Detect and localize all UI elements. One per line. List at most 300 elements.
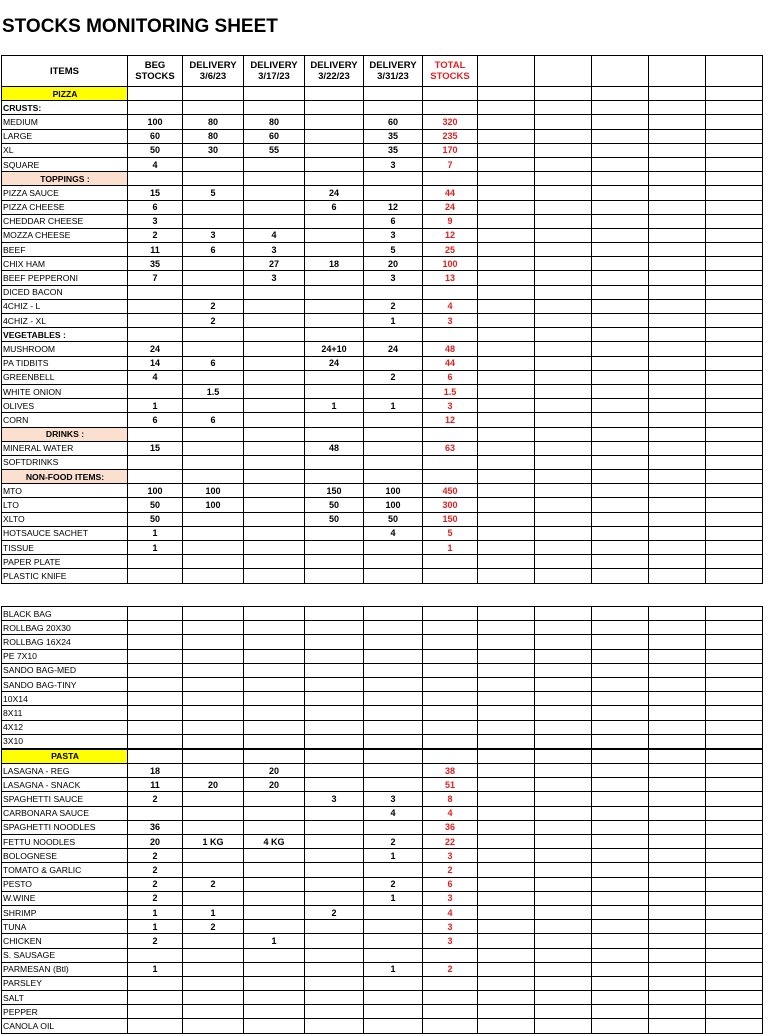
quantity-cell[interactable]: 27 <box>244 257 305 271</box>
empty-cell[interactable] <box>592 692 649 706</box>
empty-cell[interactable] <box>535 863 592 877</box>
empty-cell[interactable] <box>649 934 706 948</box>
quantity-cell[interactable] <box>364 101 423 115</box>
empty-cell[interactable] <box>592 314 649 328</box>
empty-cell[interactable] <box>592 200 649 214</box>
empty-cell[interactable] <box>535 399 592 413</box>
quantity-cell[interactable] <box>364 764 423 778</box>
total-stocks-cell[interactable]: 36 <box>423 820 478 834</box>
empty-cell[interactable] <box>592 455 649 469</box>
empty-cell[interactable] <box>649 720 706 734</box>
total-stocks-cell[interactable] <box>423 649 478 663</box>
empty-cell[interactable] <box>706 257 763 271</box>
quantity-cell[interactable]: 2 <box>305 905 364 919</box>
quantity-cell[interactable]: 4 <box>244 228 305 242</box>
item-name-cell[interactable]: LTO <box>2 498 128 512</box>
total-stocks-cell[interactable]: 3 <box>423 399 478 413</box>
empty-cell[interactable] <box>649 441 706 455</box>
empty-cell[interactable] <box>535 342 592 356</box>
empty-cell[interactable] <box>649 663 706 677</box>
quantity-cell[interactable]: 2 <box>364 835 423 849</box>
quantity-cell[interactable] <box>128 455 183 469</box>
empty-cell[interactable] <box>478 720 535 734</box>
item-name-cell[interactable]: SOFTDRINKS <box>2 455 128 469</box>
empty-cell[interactable] <box>706 427 763 441</box>
empty-cell[interactable] <box>649 649 706 663</box>
empty-cell[interactable] <box>592 962 649 976</box>
empty-cell[interactable] <box>706 635 763 649</box>
quantity-cell[interactable] <box>183 749 244 764</box>
empty-cell[interactable] <box>649 512 706 526</box>
empty-cell[interactable] <box>592 607 649 621</box>
empty-cell[interactable] <box>478 129 535 143</box>
quantity-cell[interactable] <box>305 934 364 948</box>
quantity-cell[interactable]: 6 <box>305 200 364 214</box>
item-name-cell[interactable]: BEEF PEPPERONI <box>2 271 128 285</box>
quantity-cell[interactable] <box>183 663 244 677</box>
quantity-cell[interactable] <box>305 101 364 115</box>
empty-cell[interactable] <box>535 243 592 257</box>
empty-cell[interactable] <box>535 905 592 919</box>
empty-cell[interactable] <box>535 370 592 384</box>
quantity-cell[interactable]: 20 <box>128 835 183 849</box>
quantity-cell[interactable] <box>183 470 244 484</box>
quantity-cell[interactable] <box>364 1019 423 1033</box>
empty-cell[interactable] <box>535 835 592 849</box>
quantity-cell[interactable] <box>244 849 305 863</box>
empty-cell[interactable] <box>478 734 535 749</box>
empty-cell[interactable] <box>649 186 706 200</box>
quantity-cell[interactable] <box>183 257 244 271</box>
empty-cell[interactable] <box>592 663 649 677</box>
empty-cell[interactable] <box>478 1019 535 1033</box>
item-name-cell[interactable]: CHEDDAR CHEESE <box>2 214 128 228</box>
quantity-cell[interactable]: 2 <box>183 920 244 934</box>
total-stocks-cell[interactable]: 12 <box>423 228 478 242</box>
item-name-cell[interactable]: 4X12 <box>2 720 128 734</box>
quantity-cell[interactable] <box>183 1005 244 1019</box>
empty-cell[interactable] <box>592 87 649 101</box>
quantity-cell[interactable]: 100 <box>364 498 423 512</box>
empty-cell[interactable] <box>478 455 535 469</box>
quantity-cell[interactable] <box>305 877 364 891</box>
empty-cell[interactable] <box>478 692 535 706</box>
quantity-cell[interactable] <box>244 427 305 441</box>
quantity-cell[interactable] <box>244 749 305 764</box>
item-name-cell[interactable]: HOTSAUCE SACHET <box>2 526 128 540</box>
quantity-cell[interactable] <box>128 427 183 441</box>
quantity-cell[interactable] <box>305 299 364 313</box>
quantity-cell[interactable] <box>305 1005 364 1019</box>
empty-cell[interactable] <box>649 143 706 157</box>
total-stocks-cell[interactable]: 450 <box>423 484 478 498</box>
empty-cell[interactable] <box>649 214 706 228</box>
quantity-cell[interactable] <box>128 87 183 101</box>
empty-cell[interactable] <box>649 356 706 370</box>
empty-cell[interactable] <box>535 129 592 143</box>
empty-cell[interactable] <box>706 484 763 498</box>
quantity-cell[interactable] <box>244 370 305 384</box>
empty-cell[interactable] <box>535 1005 592 1019</box>
quantity-cell[interactable]: 11 <box>128 778 183 792</box>
empty-cell[interactable] <box>592 370 649 384</box>
empty-cell[interactable] <box>478 427 535 441</box>
quantity-cell[interactable]: 55 <box>244 143 305 157</box>
quantity-cell[interactable] <box>244 877 305 891</box>
empty-cell[interactable] <box>592 228 649 242</box>
empty-cell[interactable] <box>535 934 592 948</box>
quantity-cell[interactable] <box>128 649 183 663</box>
quantity-cell[interactable]: 20 <box>244 764 305 778</box>
empty-cell[interactable] <box>706 342 763 356</box>
quantity-cell[interactable] <box>305 285 364 299</box>
empty-cell[interactable] <box>478 607 535 621</box>
quantity-cell[interactable] <box>183 934 244 948</box>
quantity-cell[interactable] <box>364 621 423 635</box>
quantity-cell[interactable] <box>305 1019 364 1033</box>
empty-cell[interactable] <box>535 526 592 540</box>
quantity-cell[interactable]: 1 <box>128 526 183 540</box>
empty-cell[interactable] <box>592 806 649 820</box>
empty-cell[interactable] <box>592 677 649 691</box>
quantity-cell[interactable]: 4 KG <box>244 835 305 849</box>
quantity-cell[interactable]: 6 <box>364 214 423 228</box>
quantity-cell[interactable] <box>305 243 364 257</box>
quantity-cell[interactable] <box>128 101 183 115</box>
quantity-cell[interactable] <box>244 962 305 976</box>
empty-cell[interactable] <box>649 384 706 398</box>
quantity-cell[interactable]: 3 <box>183 228 244 242</box>
item-name-cell[interactable]: CRUSTS: <box>2 101 128 115</box>
total-stocks-cell[interactable] <box>423 455 478 469</box>
empty-cell[interactable] <box>706 200 763 214</box>
item-name-cell[interactable]: S. SAUSAGE <box>2 948 128 962</box>
empty-cell[interactable] <box>649 621 706 635</box>
quantity-cell[interactable] <box>244 692 305 706</box>
empty-cell[interactable] <box>706 455 763 469</box>
empty-cell[interactable] <box>706 621 763 635</box>
empty-cell[interactable] <box>706 370 763 384</box>
total-stocks-cell[interactable]: 320 <box>423 115 478 129</box>
quantity-cell[interactable] <box>128 314 183 328</box>
empty-cell[interactable] <box>478 891 535 905</box>
total-stocks-cell[interactable]: 6 <box>423 370 478 384</box>
total-stocks-cell[interactable] <box>423 328 478 342</box>
quantity-cell[interactable] <box>183 157 244 171</box>
quantity-cell[interactable] <box>305 214 364 228</box>
quantity-cell[interactable]: 1 <box>305 399 364 413</box>
empty-cell[interactable] <box>592 526 649 540</box>
empty-cell[interactable] <box>592 820 649 834</box>
quantity-cell[interactable] <box>244 484 305 498</box>
quantity-cell[interactable] <box>183 607 244 621</box>
quantity-cell[interactable]: 100 <box>128 115 183 129</box>
quantity-cell[interactable] <box>128 384 183 398</box>
empty-cell[interactable] <box>706 115 763 129</box>
empty-cell[interactable] <box>649 243 706 257</box>
total-stocks-cell[interactable] <box>423 1019 478 1033</box>
empty-cell[interactable] <box>649 370 706 384</box>
empty-cell[interactable] <box>592 214 649 228</box>
quantity-cell[interactable] <box>183 200 244 214</box>
quantity-cell[interactable] <box>128 299 183 313</box>
quantity-cell[interactable] <box>305 991 364 1005</box>
quantity-cell[interactable] <box>305 455 364 469</box>
empty-cell[interactable] <box>706 384 763 398</box>
empty-cell[interactable] <box>592 129 649 143</box>
empty-cell[interactable] <box>592 541 649 555</box>
quantity-cell[interactable] <box>244 677 305 691</box>
empty-cell[interactable] <box>535 720 592 734</box>
empty-cell[interactable] <box>706 271 763 285</box>
quantity-cell[interactable]: 24 <box>305 186 364 200</box>
total-stocks-cell[interactable]: 1.5 <box>423 384 478 398</box>
item-name-cell[interactable]: ROLLBAG 20X30 <box>2 621 128 635</box>
quantity-cell[interactable]: 1 <box>244 934 305 948</box>
empty-cell[interactable] <box>706 976 763 990</box>
empty-cell[interactable] <box>478 1005 535 1019</box>
quantity-cell[interactable] <box>364 285 423 299</box>
quantity-cell[interactable] <box>183 849 244 863</box>
total-stocks-cell[interactable] <box>423 569 478 583</box>
quantity-cell[interactable] <box>183 87 244 101</box>
empty-cell[interactable] <box>535 764 592 778</box>
item-name-cell[interactable]: LASAGNA - SNACK <box>2 778 128 792</box>
empty-cell[interactable] <box>592 778 649 792</box>
empty-cell[interactable] <box>592 427 649 441</box>
empty-cell[interactable] <box>478 115 535 129</box>
quantity-cell[interactable] <box>305 526 364 540</box>
empty-cell[interactable] <box>592 115 649 129</box>
quantity-cell[interactable]: 1 <box>364 849 423 863</box>
empty-cell[interactable] <box>535 607 592 621</box>
empty-cell[interactable] <box>706 285 763 299</box>
item-name-cell[interactable]: PIZZA CHEESE <box>2 200 128 214</box>
empty-cell[interactable] <box>535 877 592 891</box>
quantity-cell[interactable]: 3 <box>364 157 423 171</box>
quantity-cell[interactable]: 60 <box>364 115 423 129</box>
quantity-cell[interactable] <box>128 734 183 749</box>
quantity-cell[interactable] <box>305 835 364 849</box>
empty-cell[interactable] <box>592 484 649 498</box>
quantity-cell[interactable]: 2 <box>364 370 423 384</box>
empty-cell[interactable] <box>535 328 592 342</box>
quantity-cell[interactable]: 2 <box>128 863 183 877</box>
empty-cell[interactable] <box>706 441 763 455</box>
quantity-cell[interactable]: 1 <box>128 920 183 934</box>
quantity-cell[interactable] <box>244 285 305 299</box>
item-name-cell[interactable]: SHRIMP <box>2 905 128 919</box>
empty-cell[interactable] <box>649 101 706 115</box>
quantity-cell[interactable] <box>364 172 423 186</box>
empty-cell[interactable] <box>706 214 763 228</box>
empty-cell[interactable] <box>706 934 763 948</box>
quantity-cell[interactable] <box>305 692 364 706</box>
quantity-cell[interactable] <box>305 976 364 990</box>
quantity-cell[interactable] <box>183 441 244 455</box>
empty-cell[interactable] <box>706 720 763 734</box>
quantity-cell[interactable] <box>364 820 423 834</box>
empty-cell[interactable] <box>706 172 763 186</box>
quantity-cell[interactable] <box>305 962 364 976</box>
quantity-cell[interactable] <box>183 792 244 806</box>
empty-cell[interactable] <box>478 370 535 384</box>
quantity-cell[interactable] <box>183 948 244 962</box>
item-name-cell[interactable]: BEEF <box>2 243 128 257</box>
empty-cell[interactable] <box>478 555 535 569</box>
quantity-cell[interactable]: 50 <box>305 512 364 526</box>
quantity-cell[interactable]: 100 <box>183 498 244 512</box>
total-stocks-cell[interactable]: 48 <box>423 342 478 356</box>
empty-cell[interactable] <box>592 172 649 186</box>
quantity-cell[interactable] <box>244 200 305 214</box>
empty-cell[interactable] <box>478 243 535 257</box>
empty-cell[interactable] <box>478 849 535 863</box>
total-stocks-cell[interactable]: 6 <box>423 877 478 891</box>
quantity-cell[interactable] <box>364 541 423 555</box>
quantity-cell[interactable]: 36 <box>128 820 183 834</box>
empty-cell[interactable] <box>535 649 592 663</box>
item-name-cell[interactable]: WHITE ONION <box>2 384 128 398</box>
empty-cell[interactable] <box>478 749 535 764</box>
empty-cell[interactable] <box>592 948 649 962</box>
empty-cell[interactable] <box>706 677 763 691</box>
empty-cell[interactable] <box>535 555 592 569</box>
quantity-cell[interactable] <box>305 129 364 143</box>
empty-cell[interactable] <box>706 764 763 778</box>
quantity-cell[interactable] <box>305 115 364 129</box>
quantity-cell[interactable]: 50 <box>364 512 423 526</box>
item-name-cell[interactable]: 4CHIZ - L <box>2 299 128 313</box>
empty-cell[interactable] <box>649 271 706 285</box>
total-stocks-cell[interactable]: 300 <box>423 498 478 512</box>
quantity-cell[interactable] <box>183 764 244 778</box>
quantity-cell[interactable]: 6 <box>183 356 244 370</box>
total-stocks-cell[interactable] <box>423 991 478 1005</box>
quantity-cell[interactable]: 50 <box>128 498 183 512</box>
empty-cell[interactable] <box>535 285 592 299</box>
quantity-cell[interactable] <box>305 720 364 734</box>
item-name-cell[interactable]: MEDIUM <box>2 115 128 129</box>
empty-cell[interactable] <box>535 101 592 115</box>
empty-cell[interactable] <box>592 1019 649 1033</box>
empty-cell[interactable] <box>478 706 535 720</box>
quantity-cell[interactable] <box>244 663 305 677</box>
empty-cell[interactable] <box>649 228 706 242</box>
quantity-cell[interactable]: 80 <box>244 115 305 129</box>
empty-cell[interactable] <box>535 143 592 157</box>
quantity-cell[interactable] <box>128 172 183 186</box>
quantity-cell[interactable] <box>305 271 364 285</box>
quantity-cell[interactable]: 1 <box>128 962 183 976</box>
quantity-cell[interactable] <box>305 87 364 101</box>
empty-cell[interactable] <box>649 905 706 919</box>
empty-cell[interactable] <box>592 342 649 356</box>
empty-cell[interactable] <box>535 749 592 764</box>
quantity-cell[interactable]: 6 <box>128 200 183 214</box>
empty-cell[interactable] <box>649 607 706 621</box>
empty-cell[interactable] <box>478 835 535 849</box>
total-stocks-cell[interactable] <box>423 607 478 621</box>
empty-cell[interactable] <box>649 948 706 962</box>
empty-cell[interactable] <box>706 863 763 877</box>
quantity-cell[interactable]: 100 <box>183 484 244 498</box>
empty-cell[interactable] <box>592 413 649 427</box>
empty-cell[interactable] <box>478 186 535 200</box>
total-stocks-cell[interactable]: 3 <box>423 920 478 934</box>
quantity-cell[interactable] <box>305 555 364 569</box>
empty-cell[interactable] <box>649 863 706 877</box>
empty-cell[interactable] <box>592 569 649 583</box>
quantity-cell[interactable] <box>183 1019 244 1033</box>
empty-cell[interactable] <box>706 356 763 370</box>
quantity-cell[interactable] <box>183 569 244 583</box>
empty-cell[interactable] <box>706 541 763 555</box>
empty-cell[interactable] <box>649 920 706 934</box>
empty-cell[interactable] <box>649 427 706 441</box>
empty-cell[interactable] <box>478 143 535 157</box>
empty-cell[interactable] <box>535 962 592 976</box>
quantity-cell[interactable] <box>305 541 364 555</box>
item-name-cell[interactable]: LARGE <box>2 129 128 143</box>
quantity-cell[interactable]: 6 <box>128 413 183 427</box>
quantity-cell[interactable]: 2 <box>183 877 244 891</box>
empty-cell[interactable] <box>649 976 706 990</box>
quantity-cell[interactable] <box>244 186 305 200</box>
quantity-cell[interactable] <box>183 399 244 413</box>
total-stocks-cell[interactable] <box>423 749 478 764</box>
empty-cell[interactable] <box>592 920 649 934</box>
empty-cell[interactable] <box>592 356 649 370</box>
quantity-cell[interactable]: 20 <box>244 778 305 792</box>
quantity-cell[interactable] <box>364 384 423 398</box>
empty-cell[interactable] <box>535 157 592 171</box>
quantity-cell[interactable]: 24+10 <box>305 342 364 356</box>
empty-cell[interactable] <box>706 905 763 919</box>
empty-cell[interactable] <box>649 455 706 469</box>
empty-cell[interactable] <box>649 484 706 498</box>
empty-cell[interactable] <box>478 541 535 555</box>
item-name-cell[interactable]: SALT <box>2 991 128 1005</box>
empty-cell[interactable] <box>649 413 706 427</box>
quantity-cell[interactable] <box>183 635 244 649</box>
empty-cell[interactable] <box>535 569 592 583</box>
empty-cell[interactable] <box>478 356 535 370</box>
quantity-cell[interactable] <box>244 734 305 749</box>
item-name-cell[interactable]: TOMATO & GARLIC <box>2 863 128 877</box>
empty-cell[interactable] <box>478 101 535 115</box>
quantity-cell[interactable] <box>364 677 423 691</box>
empty-cell[interactable] <box>592 384 649 398</box>
quantity-cell[interactable]: 1 <box>364 962 423 976</box>
quantity-cell[interactable] <box>183 370 244 384</box>
empty-cell[interactable] <box>478 56 535 87</box>
empty-cell[interactable] <box>535 228 592 242</box>
quantity-cell[interactable]: 150 <box>305 484 364 498</box>
empty-cell[interactable] <box>535 778 592 792</box>
quantity-cell[interactable]: 100 <box>128 484 183 498</box>
empty-cell[interactable] <box>535 806 592 820</box>
quantity-cell[interactable] <box>305 778 364 792</box>
empty-cell[interactable] <box>535 948 592 962</box>
empty-cell[interactable] <box>478 962 535 976</box>
quantity-cell[interactable] <box>128 1019 183 1033</box>
quantity-cell[interactable] <box>305 314 364 328</box>
quantity-cell[interactable] <box>183 541 244 555</box>
empty-cell[interactable] <box>478 285 535 299</box>
item-name-cell[interactable]: 10X14 <box>2 692 128 706</box>
quantity-cell[interactable] <box>244 399 305 413</box>
